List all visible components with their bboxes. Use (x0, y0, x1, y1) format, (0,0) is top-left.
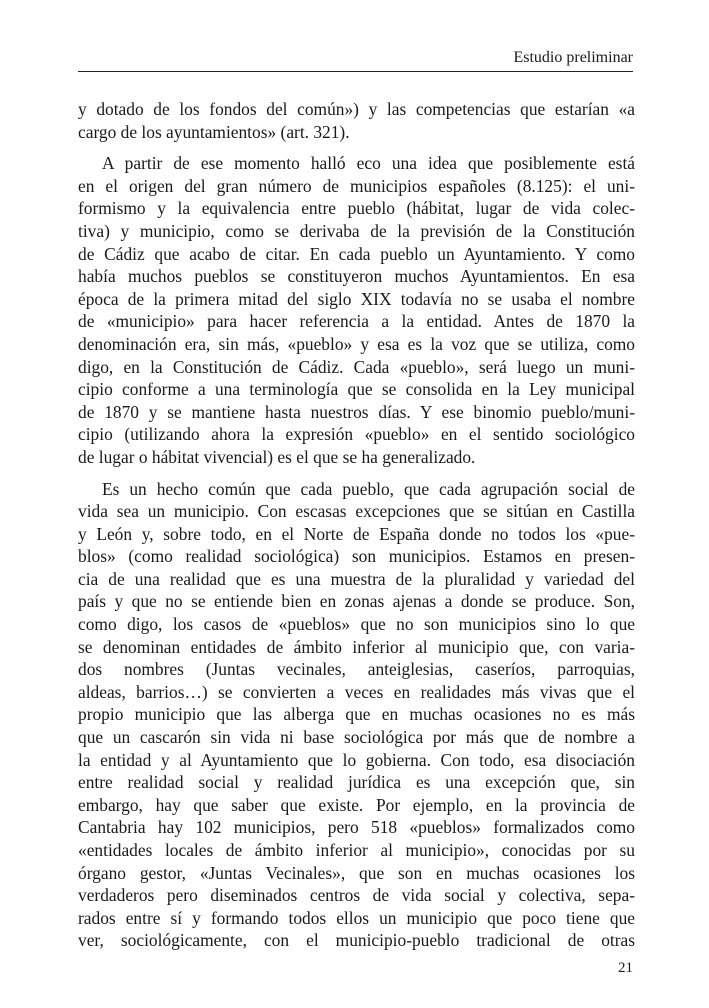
page-number: 21 (618, 960, 633, 976)
text-line: verdaderos pero diseminados centros de vida social y colectiva, sepa- (78, 885, 635, 906)
text-line: como digo, los casos de «pueblos» que no son municipios sino lo que (78, 614, 635, 635)
text-line: dos nombres (Juntas vecinales, anteiglesias, caseríos, parroquias, (78, 659, 635, 680)
text-line: digo, en la Constitución de Cádiz. Cada «pueblo», será luego un muni- (78, 356, 635, 377)
text-line: cargo de los ayuntamientos» (art. 321). (78, 121, 350, 142)
text-line: en el origen del gran número de municipios españoles (8.125): el uni- (78, 175, 635, 196)
text-line: rados entre sí y formando todos ellos un municipio que poco tiene que (78, 907, 635, 928)
paragraph (78, 98, 635, 143)
text-line: de Cádiz que acabo de citar. En cada pueblo un Ayuntamiento. Y como (78, 243, 635, 264)
text-line: Cantabria hay 102 municipios, pero 518 «pueblos» formalizados como (78, 817, 635, 838)
text-line: propio municipio que las alberga que en muchas ocasiones no es más (78, 704, 635, 725)
text-line: cipio (utilizando ahora la expresión «pueblo» en el sentido sociológico (78, 424, 635, 445)
text-line: ver, sociológicamente, con el municipio-pueblo tradicional de otras (78, 930, 635, 951)
text-line: y dotado de los fondos del común») y las competencias que estarían «a (78, 99, 635, 119)
text-line: y León y, sobre todo, en el Norte de España donde no todos los «pue- (78, 523, 635, 544)
text-line: se denominan entidades de ámbito inferior al municipio que, con varia- (78, 636, 635, 657)
paragraph (78, 478, 635, 952)
text-line: cipio conforme a una terminología que se consolida en la Ley municipal (78, 379, 635, 400)
text-line: de lugar o hábitat vivencial) es el que se ha generalizado. (78, 446, 476, 467)
text-line: cia de una realidad que es una muestra de la pluralidad y variedad del (78, 568, 635, 589)
text-line: embargo, hay que saber que existe. Por ejemplo, en la provincia de (78, 794, 635, 815)
text-line: A partir de ese momento halló eco una idea que posiblemente está (102, 153, 635, 174)
paragraph (78, 152, 635, 468)
text-line: denominación era, sin más, «pueblo» y esa es la voz que se utiliza, como (78, 333, 635, 354)
text-line: de 1870 y se mantiene hasta nuestros días. Y ese binomio pueblo/muni- (78, 401, 635, 422)
text-line: de «municipio» para hacer referencia a la entidad. Antes de 1870 la (78, 311, 635, 332)
text-line: tiva) y municipio, como se derivaba de la previsión de la Constitución (78, 220, 635, 241)
text-line: «entidades locales de ámbito inferior al municipio», conocidas por su (78, 840, 635, 860)
running-header (78, 44, 633, 72)
text-line: la entidad y al Ayuntamiento que lo gobierna. Con todo, esa disociación (78, 749, 635, 770)
text-line: aldeas, barrios…) se convierten a veces en realidades más vivas que el (78, 681, 635, 702)
text-line: país y que no se entiende bien en zonas ajenas a donde se produce. Son, (78, 591, 635, 612)
text-line: había muchos pueblos se constituyeron muchos Ayuntamientos. En esa (78, 266, 635, 287)
running-title: Estudio preliminar (513, 49, 633, 66)
text-line: que un cascarón sin vida ni base sociológica por más que de nombre a (78, 727, 635, 748)
text-line: época de la primera mitad del siglo XIX todavía no se usaba el nombre (78, 288, 635, 309)
text-line: formismo y la equivalencia entre pueblo (hábitat, lugar de vida colec- (78, 198, 635, 219)
body-text (78, 98, 635, 961)
text-line: Es un hecho común que cada pueblo, que cada agrupación social de (102, 478, 635, 499)
text-line: blos» (como realidad sociológica) son municipios. Estamos en presen- (78, 546, 635, 567)
text-line: entre realidad social y realidad jurídica es una excepción que, sin (78, 772, 635, 793)
text-line: vida sea un municipio. Con escasas excepciones que se sitúan en Castilla (78, 501, 635, 522)
text-line: órgano gestor, «Juntas Vecinales», que son en muchas ocasiones los (78, 862, 635, 883)
